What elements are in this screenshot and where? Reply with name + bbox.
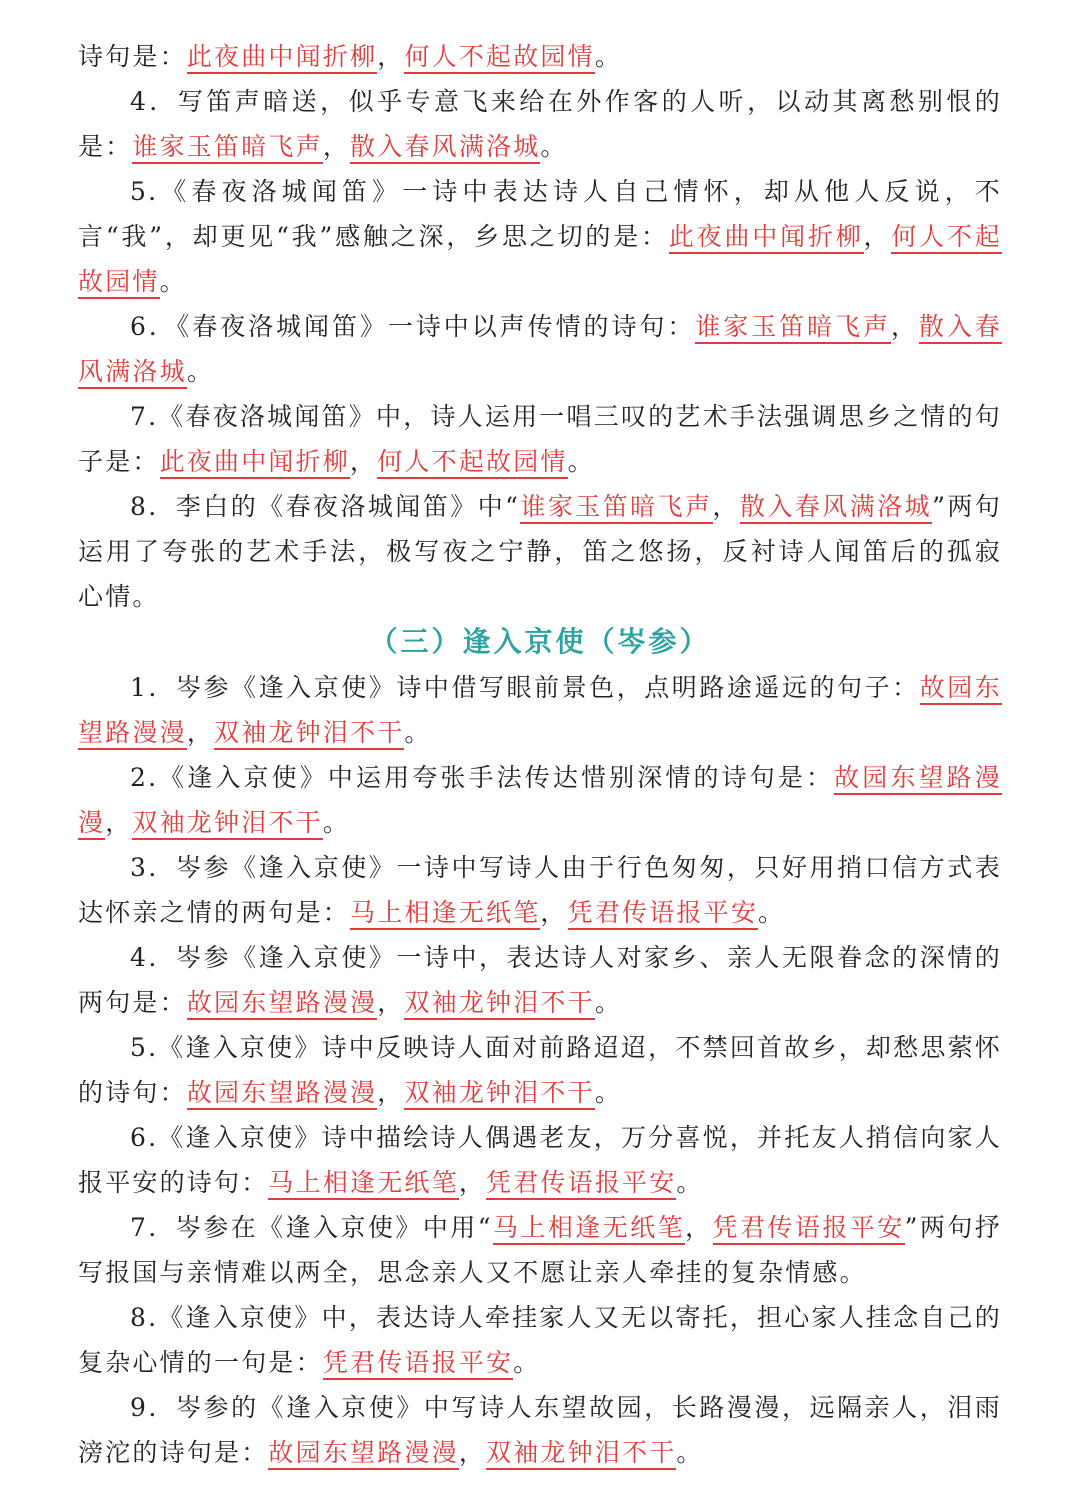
- question-paragraph: [78, 665, 1002, 755]
- answer-text: 谁家玉笛暗飞声: [520, 492, 712, 524]
- question-text: ，: [377, 42, 405, 71]
- question-paragraph: [78, 1025, 1002, 1115]
- chunwei-section: [78, 34, 1002, 619]
- question-text: ，: [863, 222, 892, 251]
- answer-text: 散入春风满洛城: [78, 312, 1002, 389]
- answer-text: 凭君传语报平安: [568, 898, 758, 930]
- question-text: ，: [350, 447, 378, 476]
- answer-text: 此夜曲中闻折柳: [160, 447, 350, 479]
- answer-text: 谁家玉笛暗飞声: [132, 132, 322, 164]
- question-text: 5.《春夜洛城闻笛》一诗中表达诗人自己情怀，却从他人反说，不言“我”，却更见“我”感触之深，乡思之切的是：: [78, 177, 1002, 251]
- question-text: ，: [105, 808, 133, 837]
- question-paragraph: [78, 169, 1002, 304]
- question-paragraph: [78, 394, 1002, 484]
- question-paragraph: [78, 1385, 1002, 1475]
- question-text: 7．岑参在《逢入京使》中用“: [130, 1213, 493, 1242]
- answer-text: 凭君传语报平安: [323, 1348, 513, 1380]
- answer-text: 马上相逢无纸笔: [350, 898, 540, 930]
- question-text: ，: [890, 312, 919, 341]
- answer-text: 故园东望路漫漫: [187, 1078, 377, 1110]
- question-text: 3．岑参《逢入京使》一诗中写诗人由于行色匆匆，只好用捎口信方式表达怀亲之情的两句是：: [78, 853, 1002, 927]
- question-paragraph: [78, 1115, 1002, 1205]
- answer-text: 何人不起故园情: [404, 42, 594, 74]
- question-text: 1．岑参《逢入京使》诗中借写眼前景色，点明路途遥远的句子：: [130, 673, 920, 702]
- question-text: ，: [458, 1438, 487, 1467]
- answer-text: 双袖龙钟泪不干: [404, 1078, 594, 1110]
- fengrujingshi-section: [78, 665, 1002, 1475]
- answer-text: 何人不起故园情: [78, 222, 1002, 299]
- question-text: 。: [676, 1438, 704, 1467]
- question-text: ，: [377, 988, 405, 1017]
- question-text: 8．李白的《春夜洛城闻笛》中“: [130, 492, 521, 521]
- answer-text: 故园东望路漫漫: [78, 763, 1002, 840]
- question-text: ，: [540, 898, 568, 927]
- answer-text: 故园东望路漫漫: [187, 988, 377, 1020]
- question-text: 6．《春夜洛城闻笛》一诗中以声传情的诗句：: [130, 312, 696, 341]
- answer-text: 散入春风满洛城: [740, 492, 932, 524]
- question-text: 。: [594, 42, 623, 71]
- answer-text: 马上相逢无纸笔: [493, 1213, 685, 1245]
- question-text: 。: [676, 1168, 704, 1197]
- answer-text: 双袖龙钟泪不干: [486, 1438, 676, 1470]
- question-text: 5.《逢入京使》诗中反映诗人面对前路迢迢，不禁回首故乡，却愁思萦怀的诗句：: [78, 1033, 1002, 1107]
- question-text: 4．写笛声暗送，似乎专意飞来给在外作客的人听，以动其离愁别恨的是：: [78, 87, 1002, 161]
- answer-text: 双袖龙钟泪不干: [214, 718, 404, 750]
- question-text: 7.《春夜洛城闻笛》中，诗人运用一唱三叹的艺术手法强调思乡之情的句子是：: [78, 402, 1002, 476]
- answer-text: 双袖龙钟泪不干: [132, 808, 322, 840]
- question-text: 9．岑参的《逢入京使》中写诗人东望故园，长路漫漫，远隔亲人，泪雨滂沱的诗句是：: [78, 1393, 1002, 1467]
- question-text: 8.《逢入京使》中，表达诗人牵挂家人又无以寄托，担心家人挂念自己的复杂心情的一句是：: [78, 1303, 1002, 1377]
- question-text: ，: [322, 132, 351, 161]
- answer-text: 此夜曲中闻折柳: [669, 222, 864, 254]
- question-text: ”两句抒写报国与亲情难以两全，思念亲人又不愿让亲人牵挂的复杂情感。: [78, 1213, 1002, 1287]
- question-text: 。: [540, 132, 568, 161]
- question-text: ，: [458, 1168, 487, 1197]
- question-paragraph: [78, 755, 1002, 845]
- answer-text: 何人不起故园情: [377, 447, 567, 479]
- question-text: 。: [186, 357, 215, 386]
- question-text: ，: [685, 1213, 713, 1242]
- question-text: 。: [594, 988, 623, 1017]
- question-text: 。: [513, 1348, 541, 1377]
- question-text: 4．岑参《逢入京使》一诗中，表达诗人对家乡、亲人无限眷念的深情的两句是：: [78, 943, 1002, 1017]
- question-text: 2.《逢入京使》中运用夸张手法传达惜别深情的诗句是：: [130, 763, 835, 792]
- question-paragraph: [78, 845, 1002, 935]
- question-paragraph: [78, 484, 1002, 619]
- answer-text: 谁家玉笛暗飞声: [695, 312, 891, 344]
- question-text: 。: [594, 1078, 623, 1107]
- question-text: ，: [186, 718, 215, 747]
- question-text: 。: [322, 808, 351, 837]
- question-paragraph: [78, 1205, 1002, 1295]
- question-paragraph: [78, 34, 1002, 79]
- answer-text: 凭君传语报平安: [486, 1168, 676, 1200]
- question-paragraph: [78, 1295, 1002, 1385]
- answer-text: 双袖龙钟泪不干: [404, 988, 594, 1020]
- answer-text: 凭君传语报平安: [713, 1213, 905, 1245]
- question-paragraph: [78, 304, 1002, 394]
- question-text: ，: [712, 492, 740, 521]
- question-paragraph: [78, 935, 1002, 1025]
- question-text: 诗句是：: [78, 42, 187, 71]
- answer-text: 故园东望路漫漫: [78, 673, 1002, 750]
- answer-text: 此夜曲中闻折柳: [187, 42, 377, 74]
- section-title: （三）逢入京使（岑参）: [369, 625, 711, 658]
- question-text: 。: [404, 718, 432, 747]
- question-text: ，: [377, 1078, 405, 1107]
- question-text: ”两句运用了夸张的艺术手法，极写夜之宁静，笛之悠扬，反衬诗人闻笛后的孤寂心情。: [78, 492, 1002, 611]
- question-text: 。: [758, 898, 786, 927]
- question-text: 。: [567, 447, 595, 476]
- answer-text: 马上相逢无纸笔: [268, 1168, 458, 1200]
- question-text: 。: [159, 267, 187, 296]
- question-text: 6.《逢入京使》诗中描绘诗人偶遇老友，万分喜悦，并托友人捎信向家人报平安的诗句：: [78, 1123, 1002, 1197]
- answer-text: 故园东望路漫漫: [268, 1438, 458, 1470]
- question-paragraph: [78, 79, 1002, 169]
- answer-text: 散入春风满洛城: [350, 132, 540, 164]
